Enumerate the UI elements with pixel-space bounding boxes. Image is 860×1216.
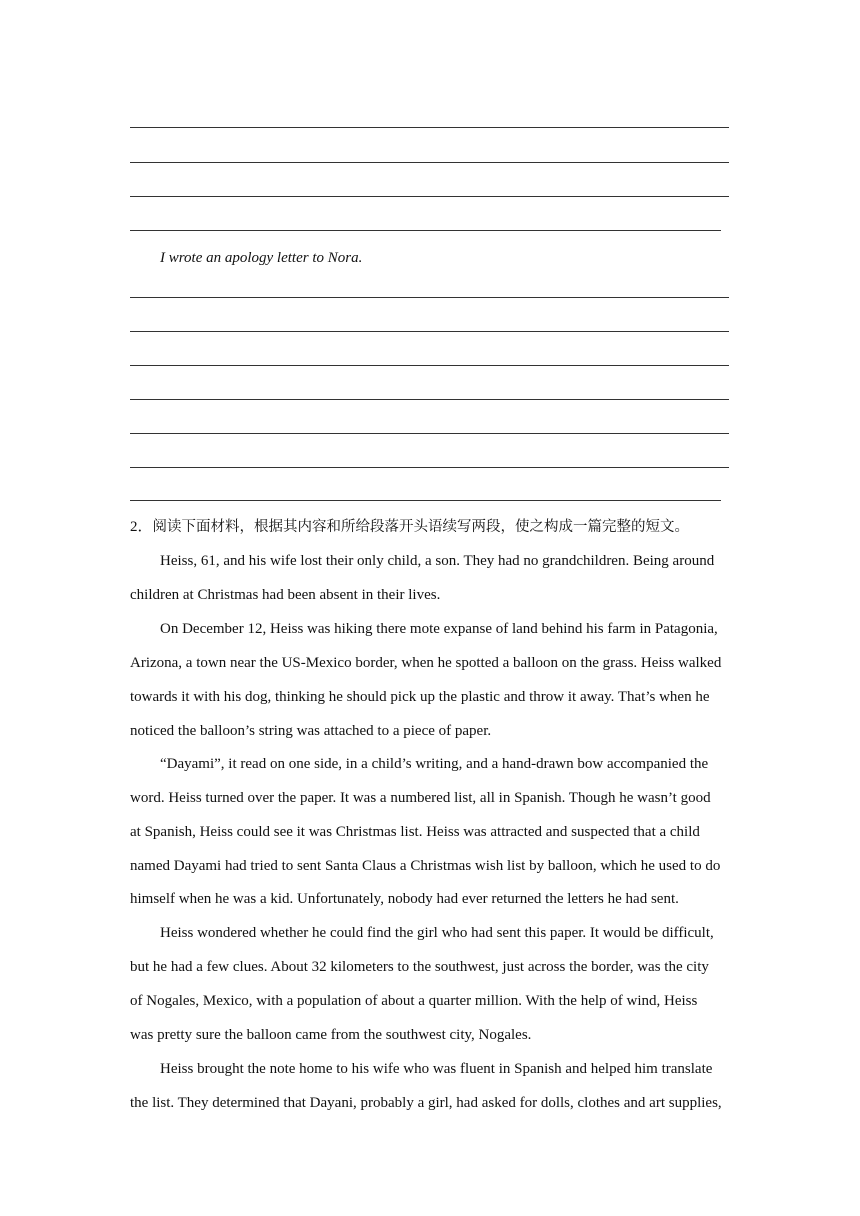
- continuation-prompt: I wrote an apology letter to Nora.: [160, 250, 363, 266]
- passage-line: children at Christmas had been absent in their lives.: [130, 587, 441, 603]
- answer-line[interactable]: [130, 297, 729, 298]
- passage-line: Heiss brought the note home to his wife who was fluent in Spanish and helped him translate: [160, 1061, 713, 1077]
- passage-line: at Spanish, Heiss could see it was Christmas list. Heiss was attracted and suspected that a child: [130, 824, 700, 840]
- passage-line: word. Heiss turned over the paper. It was a numbered list, all in Spanish. Though he wasn’t good: [130, 790, 711, 806]
- passage-line: named Dayami had tried to sent Santa Claus a Christmas wish list by balloon, which he used to do: [130, 858, 721, 874]
- answer-line[interactable]: [130, 162, 729, 163]
- passage-line: himself when he was a kid. Unfortunately, nobody had ever returned the letters he had sent.: [130, 891, 679, 907]
- answer-line[interactable]: [130, 467, 729, 468]
- passage-line: but he had a few clues. About 32 kilometers to the southwest, just across the border, was the city: [130, 959, 709, 975]
- question-number: 2．: [130, 519, 153, 535]
- answer-line[interactable]: [130, 365, 729, 366]
- passage-line: of Nogales, Mexico, with a population of about a quarter million. With the help of wind, Heiss: [130, 993, 698, 1009]
- answer-line[interactable]: [130, 196, 729, 197]
- answer-line[interactable]: [130, 500, 721, 501]
- passage-line: the list. They determined that Dayani, probably a girl, had asked for dolls, clothes and art supplies,: [130, 1095, 722, 1111]
- answer-line[interactable]: [130, 127, 729, 128]
- passage-line: was pretty sure the balloon came from the southwest city, Nogales.: [130, 1027, 532, 1043]
- question-heading: [130, 517, 730, 537]
- passage-line: noticed the balloon’s string was attached to a piece of paper.: [130, 723, 492, 739]
- passage-line: “Dayami”, it read on one side, in a child’s writing, and a hand-drawn bow accompanied the: [160, 756, 709, 772]
- passage-line: towards it with his dog, thinking he should pick up the plastic and throw it away. That’s when he: [130, 689, 710, 705]
- question-instruction: 阅读下面材料，根据其内容和所给段落开头语续写两段，使之构成一篇完整的短文。: [152, 519, 690, 535]
- passage-line: Heiss, 61, and his wife lost their only child, a son. They had no grandchildren. Being around: [160, 553, 715, 569]
- answer-line[interactable]: [130, 399, 729, 400]
- answer-line[interactable]: [130, 331, 729, 332]
- passage-line: On December 12, Heiss was hiking there mote expanse of land behind his farm in Patagonia,: [160, 621, 718, 637]
- answer-line[interactable]: [130, 230, 721, 231]
- passage-line: Heiss wondered whether he could find the girl who had sent this paper. It would be difficult,: [160, 925, 714, 941]
- passage-line: Arizona, a town near the US-Mexico border, when he spotted a balloon on the grass. Heiss walked: [130, 655, 722, 671]
- answer-line[interactable]: [130, 433, 729, 434]
